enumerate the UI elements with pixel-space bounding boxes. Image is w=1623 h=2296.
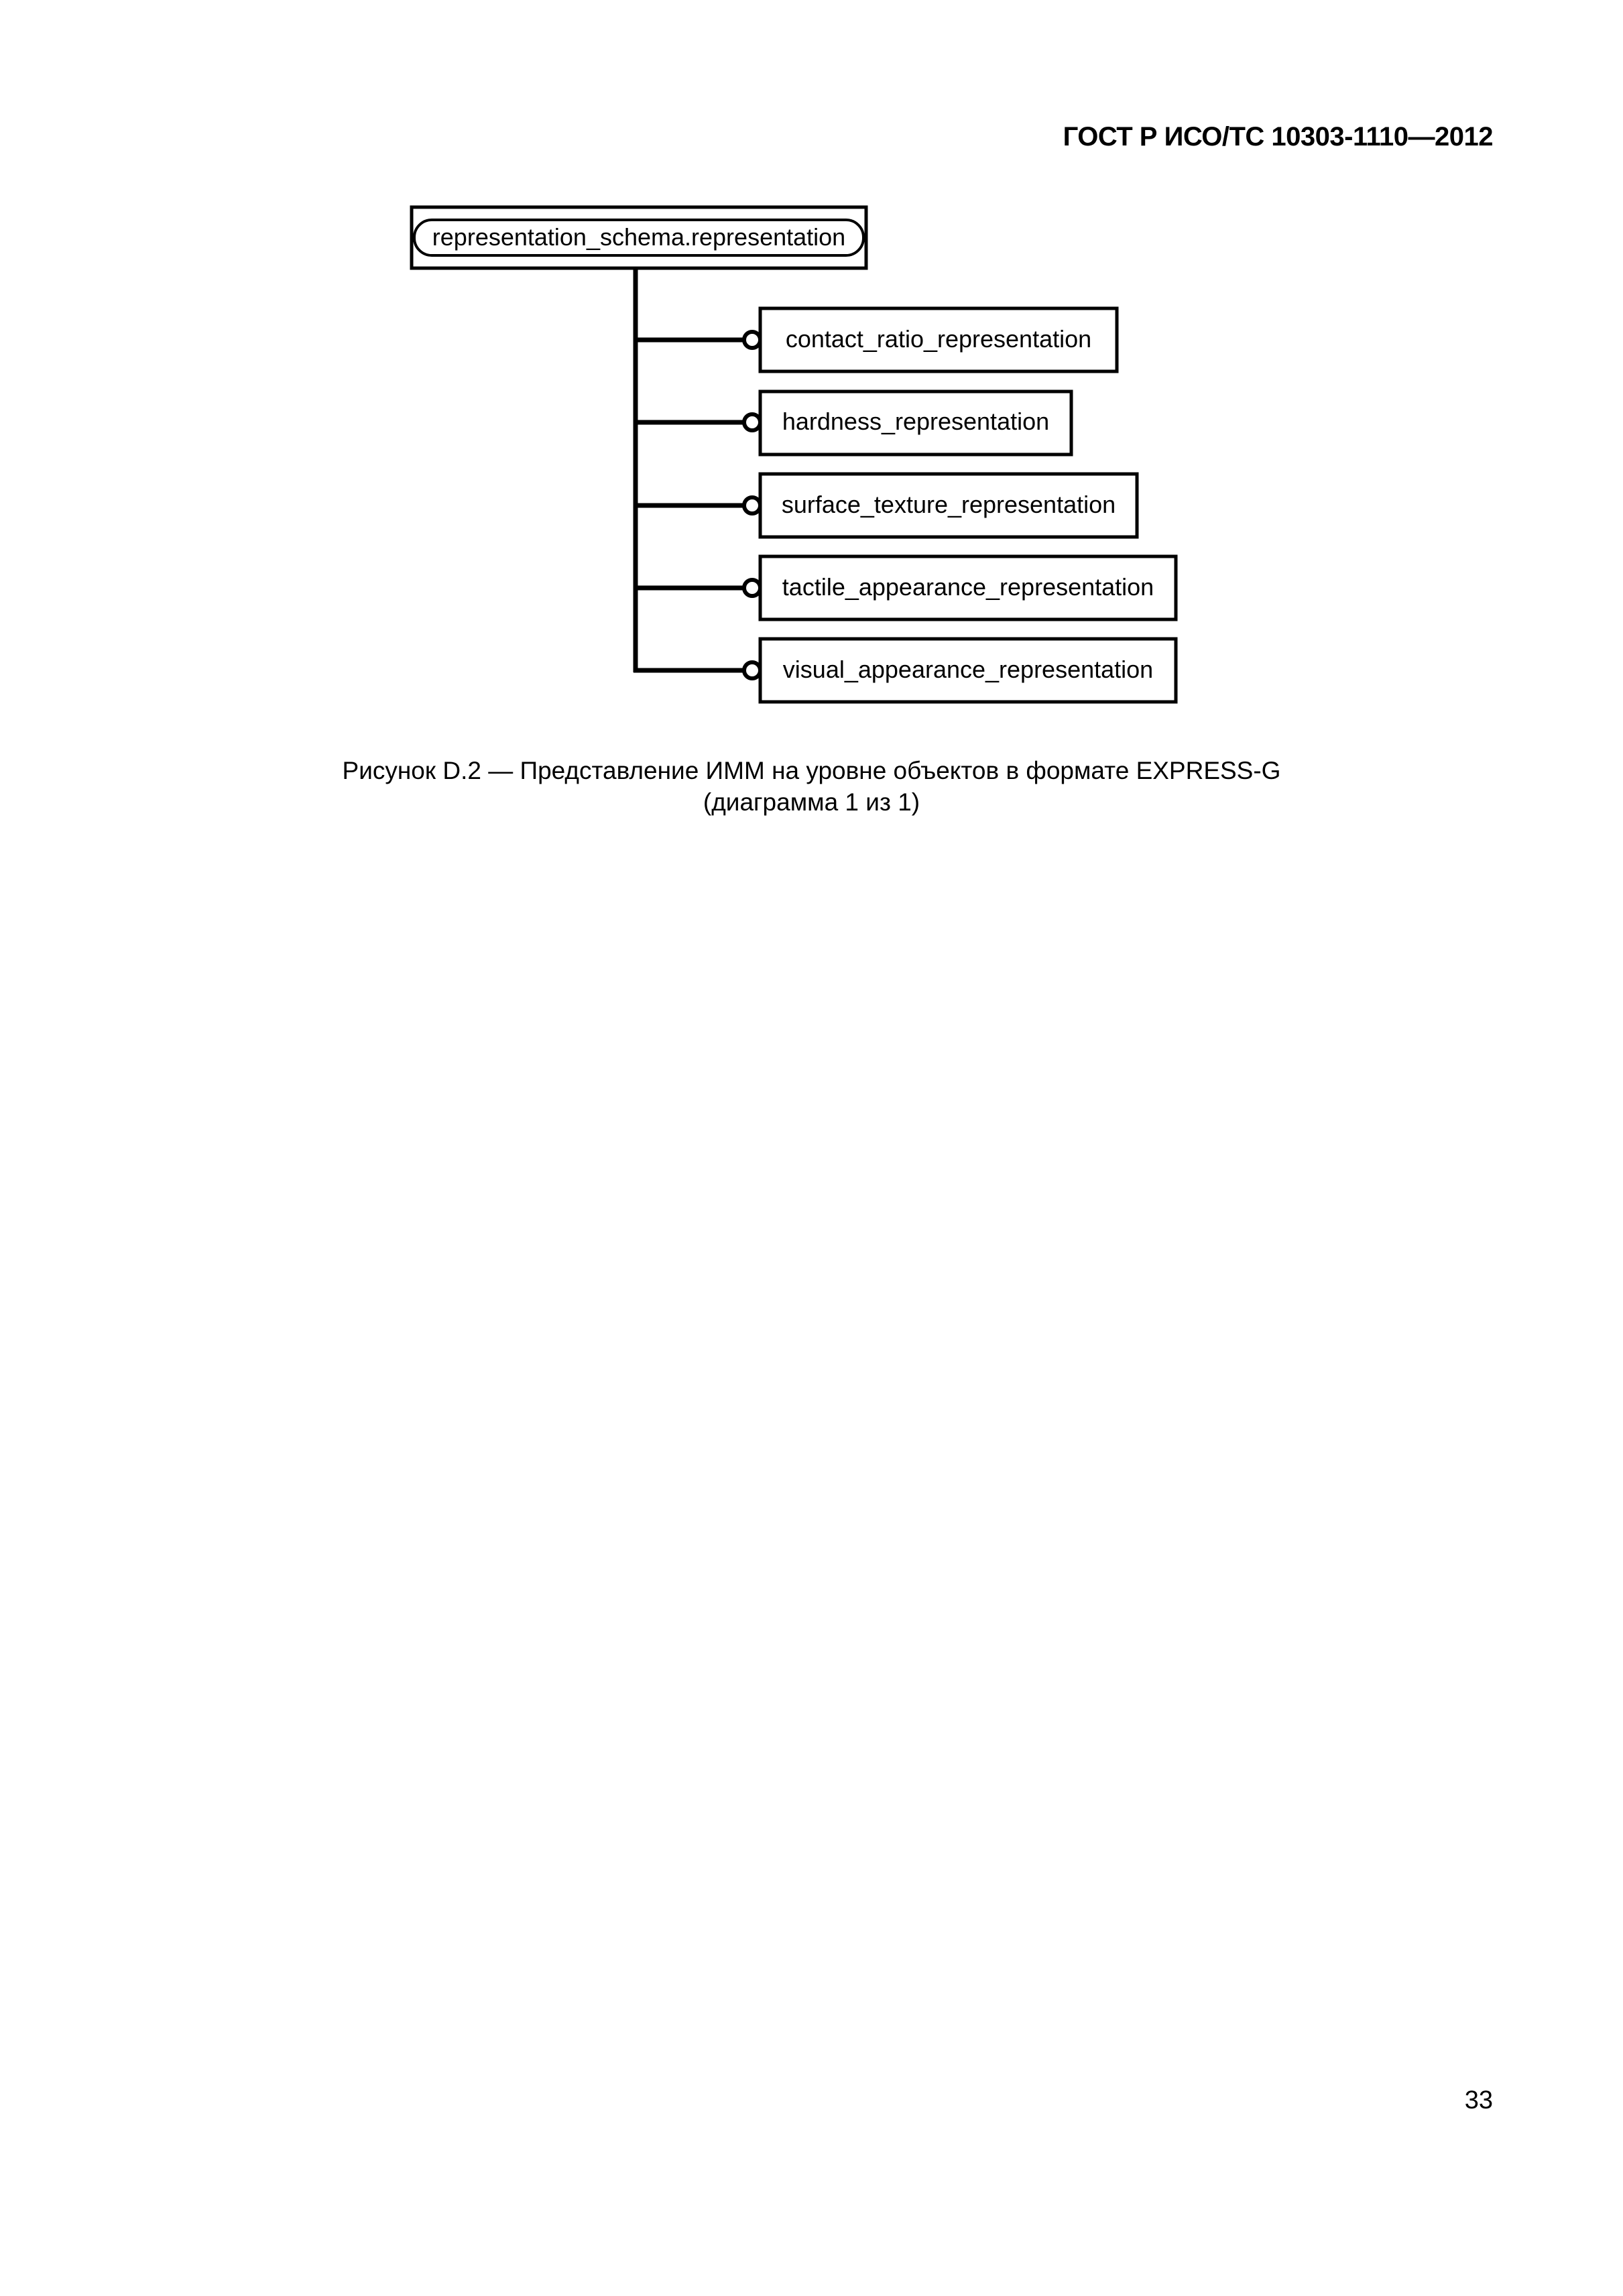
subtype-branch (634, 639, 1176, 702)
subtype-label: surface_texture_representation (781, 491, 1116, 518)
subtype-circle-icon (744, 414, 760, 430)
subtype-circle-icon (744, 580, 760, 596)
subtype-label: hardness_representation (782, 408, 1050, 435)
subtype-circle-icon (744, 332, 760, 348)
root-entity-label: representation_schema.representation (432, 223, 846, 251)
express-g-diagram (0, 0, 1623, 737)
subtype-circle-icon (744, 497, 760, 513)
document-header: ГОСТ Р ИСО/ТС 10303-1110—2012 (1063, 122, 1493, 152)
subtype-branch (634, 308, 1117, 371)
figure-caption-subtitle: (диаграмма 1 из 1) (703, 788, 920, 816)
subtype-label: tactile_appearance_representation (782, 573, 1154, 601)
page-number: 33 (1464, 2086, 1493, 2114)
subtype-circle-icon (744, 662, 760, 678)
figure-caption: Рисунок D.2 — Представление ИММ на уровне объектов в формате EXPRESS-G (342, 757, 1281, 784)
root-entity-box (412, 207, 866, 268)
subtype-branch (634, 391, 1071, 455)
subtype-branch (634, 556, 1176, 619)
subtype-branch (634, 474, 1137, 537)
subtype-label: contact_ratio_representation (785, 325, 1092, 353)
subtype-label: visual_appearance_representation (782, 656, 1154, 683)
